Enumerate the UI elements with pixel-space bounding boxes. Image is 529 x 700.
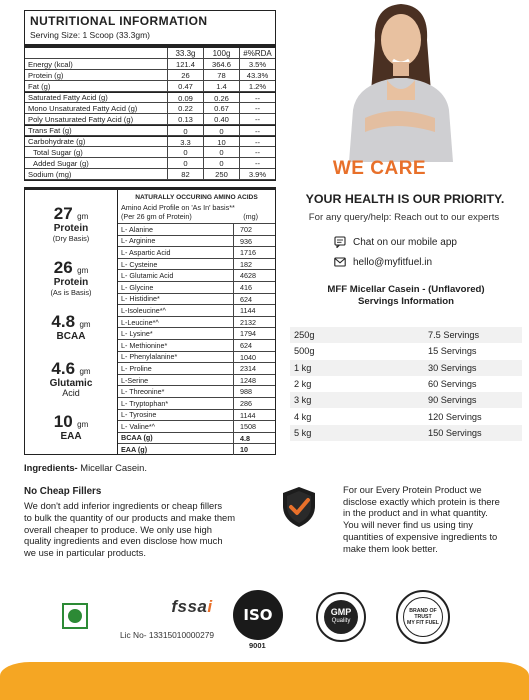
amino-acid-panel	[24, 187, 276, 455]
servings-title: MFF Micellar Casein - (Unflavored) Servings Information	[327, 284, 485, 307]
nutrition-title: NUTRITIONAL INFORMATION	[30, 14, 208, 28]
amino-name: L- Glycine	[121, 282, 154, 292]
amino-value: 702	[233, 224, 275, 235]
nutrient-name: Trans Fat (g)	[28, 126, 72, 135]
amino-total-value: 4.8	[233, 433, 275, 444]
amino-row	[118, 223, 275, 235]
amino-row	[118, 385, 275, 397]
amino-value: 416	[233, 282, 275, 293]
stat-protein-asis: 26 gm Protein (As is Basis)	[50, 258, 92, 297]
nutrient-name: Added Sugar (g)	[33, 158, 89, 168]
amino-value: 286	[233, 398, 275, 409]
nutrient-value: 0	[167, 158, 203, 168]
amino-name: L- Glutamic Acid	[121, 271, 174, 281]
pack-size: 2 kg	[294, 379, 312, 390]
nutrient-value: 1.4	[203, 81, 239, 91]
fssai-logo: fssai Lic No- 13315010000279	[152, 597, 232, 617]
pack-size: 4 kg	[294, 411, 312, 422]
amino-total-value: 10	[233, 444, 275, 455]
nutrient-name: Total Sugar (g)	[33, 147, 83, 157]
amino-total-row	[118, 443, 275, 455]
header-cell: #%RDA	[239, 48, 275, 58]
pack-size: 5 kg	[294, 427, 312, 438]
stat-glutamic-acid: 4.6 gm Glutamic Acid	[49, 359, 93, 398]
amino-name: L- Lysine*	[121, 329, 153, 339]
priority-heading: YOUR HEALTH IS OUR PRIORITY.	[305, 192, 505, 206]
amino-total-row	[118, 432, 275, 444]
serving-row	[290, 360, 522, 376]
footer-bar	[0, 662, 529, 700]
nutrient-value: 0	[167, 147, 203, 157]
amino-value: 1040	[233, 352, 275, 363]
nutrient-value: 0	[203, 126, 239, 135]
nutrition-header-row	[25, 48, 275, 59]
email-address: hello@myfitfuel.in	[353, 256, 433, 268]
serving-count: 90 Servings	[428, 395, 477, 406]
amino-name: L-Leucine*^	[121, 317, 159, 327]
nutrition-row	[25, 147, 275, 158]
nutrient-value: 78	[203, 70, 239, 80]
chat-icon	[334, 236, 346, 248]
nutrient-value: 0.40	[203, 114, 239, 124]
nutrient-value: 0	[167, 126, 203, 135]
nutrition-table	[24, 10, 276, 181]
shield-check-icon	[281, 486, 317, 528]
nutrient-value: 0.13	[167, 114, 203, 124]
header-cell: 100g	[203, 48, 239, 58]
nutrient-name: Fat (g)	[28, 81, 51, 91]
nutrient-value: 0.47	[167, 81, 203, 91]
nutrient-value: --	[239, 158, 275, 168]
amino-row	[118, 293, 275, 305]
amino-name: L- Arginine	[121, 236, 156, 246]
chat-label: Chat on our mobile app	[353, 236, 457, 248]
serving-size: Serving Size: 1 Scoop (33.3gm)	[25, 28, 275, 48]
amino-row	[118, 235, 275, 247]
nutrient-value: 121.4	[167, 59, 203, 69]
no-cheap-fillers-title: No Cheap Fillers	[24, 486, 102, 497]
stat-bcaa: 4.8 gm BCAA	[51, 312, 91, 342]
pack-size: 1 kg	[294, 362, 312, 373]
amino-name: L- Valine*^	[121, 421, 156, 431]
amino-row	[118, 420, 275, 432]
amino-value: 1716	[233, 247, 275, 258]
amino-name: L- Phenylalanine*	[121, 352, 178, 362]
nutrient-value: --	[239, 126, 275, 135]
nutrient-name: Carbohydrate (g)	[28, 137, 86, 146]
brand-of-trust-seal: BRAND OF TRUST MY FIT FUEL	[396, 590, 450, 644]
header-cell: 33.3g	[167, 48, 203, 58]
stat-eaa: 10 gm EAA	[53, 412, 89, 442]
nutrient-name: Sodium (mg)	[28, 169, 72, 179]
amino-title: NATURALLY OCCURING AMINO ACIDS	[135, 194, 258, 201]
promise-text: For our Every Protein Product we disclose exactly which protein is there in the product and in what quantity. You will never find us using tiny quantities of expensive ingredients to make them look better.	[343, 484, 500, 554]
nutrient-value: 0	[203, 158, 239, 168]
we-care-heading: WE CARE	[332, 158, 427, 179]
serving-count: 7.5 Servings	[428, 330, 480, 341]
amino-value: 624	[233, 294, 275, 305]
amino-value: 1144	[233, 305, 275, 316]
amino-table	[117, 190, 275, 454]
nutrient-value: --	[239, 93, 275, 102]
nutrition-row	[25, 70, 275, 81]
nutrient-value: 0.67	[203, 103, 239, 113]
nutrient-value: --	[239, 147, 275, 157]
serving-count: 120 Servings	[428, 411, 482, 422]
amino-value: 182	[233, 259, 275, 270]
amino-row	[118, 351, 275, 363]
amino-name: L- Histidine*	[121, 294, 160, 304]
serving-count: 150 Servings	[428, 427, 482, 438]
nutrient-value: 10	[203, 137, 239, 146]
nutrient-value: 0.26	[203, 93, 239, 102]
iso-badge: ISO	[233, 590, 283, 640]
amino-value: 1144	[233, 410, 275, 421]
no-cheap-fillers-text: We don't add inferior ingredients or cheap fillers to bulk the quantity of our products and make them overall cheaper to produce. We only use high quality ingredients and even disclose how much we use in particular products.	[24, 500, 236, 559]
nutrient-value: 0.22	[167, 103, 203, 113]
amino-value: 1508	[233, 421, 275, 432]
stat-protein-dry: 27 gm Protein (Dry Basis)	[52, 204, 90, 243]
query-text: For any query/help: Reach out to our experts	[308, 212, 500, 223]
gmp-quality-seal: GMP Quality	[316, 592, 366, 642]
nutrient-name: Protein (g)	[28, 70, 64, 80]
amino-value: 1794	[233, 328, 275, 339]
amino-row	[118, 409, 275, 421]
amino-name: L- Cysteine	[121, 259, 158, 269]
serving-count: 15 Servings	[428, 346, 477, 357]
amino-name: L-Serine	[121, 375, 149, 385]
nutrient-value: 250	[203, 169, 239, 179]
nutrition-row	[25, 103, 275, 114]
amino-row	[118, 281, 275, 293]
nutrient-name: Saturated Fatty Acid (g)	[28, 93, 108, 102]
amino-name: L- Alanine	[121, 224, 153, 234]
serving-row	[290, 425, 522, 441]
nutrient-value: 43.3%	[239, 70, 275, 80]
serving-count: 30 Servings	[428, 362, 477, 373]
amino-total-name: BCAA (g)	[121, 433, 153, 443]
amino-row	[118, 327, 275, 339]
ingredients-line: Ingredients- Micellar Casein.	[24, 462, 147, 473]
nutrition-row	[25, 92, 275, 103]
amino-value: 624	[233, 340, 275, 351]
amino-row	[118, 269, 275, 281]
amino-name: L- Tryptophan*	[121, 398, 169, 408]
nutrient-value: 3.3	[167, 137, 203, 146]
amino-row	[118, 304, 275, 316]
nutrient-value: 0	[203, 147, 239, 157]
pack-size: 250g	[294, 330, 315, 341]
amino-name: L-Isoleucine*^	[121, 305, 166, 315]
amino-value: 988	[233, 386, 275, 397]
nutrient-value: 82	[167, 169, 203, 179]
nutrition-row	[25, 125, 275, 136]
nutrient-value: 3.5%	[239, 59, 275, 69]
amino-row	[118, 246, 275, 258]
we-care-section	[0, 158, 529, 180]
nutrient-value: 1.2%	[239, 81, 275, 91]
amino-row	[118, 339, 275, 351]
amino-value: 1248	[233, 375, 275, 386]
amino-total-name: EAA (g)	[121, 445, 148, 455]
fssai-license: Lic No- 13315010000279	[120, 630, 215, 640]
serving-row	[290, 408, 522, 424]
nutrient-name: Poly Unsaturated Fatty Acid (g)	[28, 114, 134, 124]
nutrient-name: Energy (kcal)	[28, 59, 73, 69]
iso-number: 9001	[249, 641, 266, 650]
servings-table	[290, 327, 522, 441]
amino-profile-note: Amino Acid Profile on 'As In' basis** (Per 26 gm of Protein) (mg)	[121, 203, 258, 221]
pack-size: 500g	[294, 346, 315, 357]
amino-value: 2132	[233, 317, 275, 328]
nutrition-row	[25, 114, 275, 125]
serving-row	[290, 343, 522, 359]
amino-row	[118, 258, 275, 270]
nutrient-value: 364.6	[203, 59, 239, 69]
nutrient-value: --	[239, 114, 275, 124]
amino-name: L- Aspartic Acid	[121, 247, 171, 257]
amino-value: 2314	[233, 363, 275, 374]
nutrient-value: 3.9%	[239, 169, 275, 179]
amino-row	[118, 362, 275, 374]
serving-row	[290, 392, 522, 408]
amino-name: L- Threonine*	[121, 387, 165, 397]
amino-name: L- Tyrosine	[121, 410, 157, 420]
nutrient-value: --	[239, 137, 275, 146]
serving-row	[290, 376, 522, 392]
amino-stats	[25, 190, 117, 454]
nutrient-value: 26	[167, 70, 203, 80]
nutrition-row	[25, 81, 275, 92]
amino-name: L- Methionine*	[121, 340, 168, 350]
serving-row	[290, 327, 522, 343]
nutrient-value: 0.09	[167, 93, 203, 102]
amino-value: 4628	[233, 270, 275, 281]
amino-row	[118, 316, 275, 328]
nutrition-row	[25, 59, 275, 70]
amino-value: 936	[233, 236, 275, 247]
nutrition-row	[25, 136, 275, 147]
amino-row	[118, 397, 275, 409]
chat-contact[interactable]	[334, 236, 457, 248]
model-photo	[335, 0, 465, 162]
envelope-icon	[334, 256, 346, 268]
nutrient-name: Mono Unsaturated Fatty Acid (g)	[28, 103, 138, 113]
email-contact[interactable]	[334, 256, 432, 268]
nutrient-value: --	[239, 103, 275, 113]
amino-row	[118, 374, 275, 386]
serving-count: 60 Servings	[428, 379, 477, 390]
pack-size: 3 kg	[294, 395, 312, 406]
amino-name: L- Proline	[121, 363, 152, 373]
vegetarian-mark-icon	[62, 603, 88, 629]
